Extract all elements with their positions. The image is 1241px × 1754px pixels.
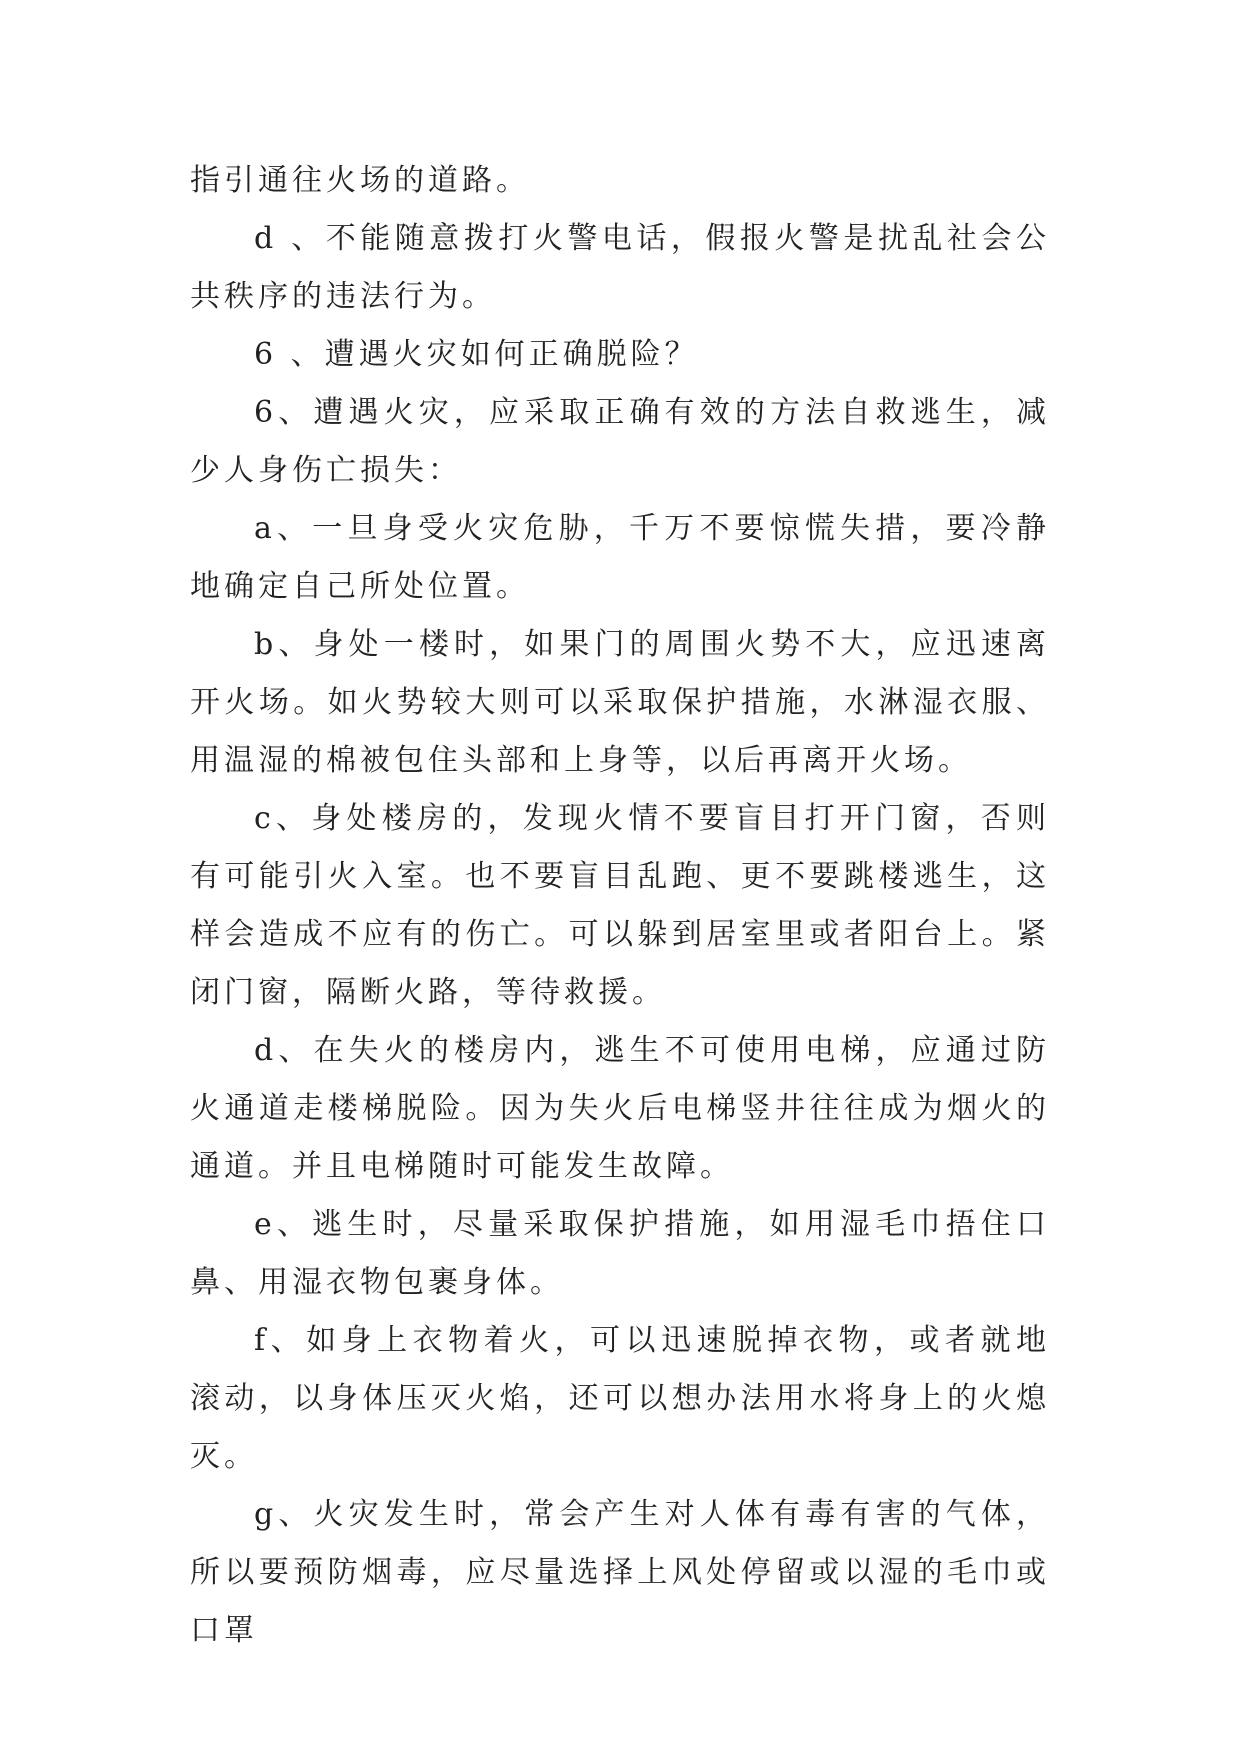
paragraph-8: d、在失火的楼房内，逃生不可使用电梯，应通过防火通道走楼梯脱险。因为失火后电梯竖井往往成为烟火的通道。并且电梯随时可能发生故障。 [190, 1033, 1050, 1184]
paragraph-1: 指引通往火场的道路。 [190, 163, 530, 198]
paragraph-11: g、火灾发生时，常会产生对人体有毒有害的气体，所以要预防烟毒，应尽量选择上风处停留或以湿的毛巾或口罩 [190, 1497, 1050, 1648]
paragraph-7: c、身处楼房的，发现火情不要盲目打开门窗，否则有可能引火入室。也不要盲目乱跑、更不要跳楼逃生，这样会造成不应有的伤亡。可以躲到居室里或者阳台上。紧闭门窗，隔断火路，等待救援。 [190, 801, 1050, 1010]
paragraph-4: 6、遭遇火灾，应采取正确有效的方法自救逃生，减少人身伤亡损失： [190, 395, 1050, 488]
paragraph-10: f、如身上衣物着火，可以迅速脱掉衣物，或者就地滚动，以身体压灭火焰，还可以想办法用水将身上的火熄灭。 [190, 1323, 1050, 1474]
paragraph-9: e、逃生时，尽量采取保护措施，如用湿毛巾捂住口鼻、用湿衣物包裹身体。 [190, 1207, 1050, 1300]
paragraph-2: d 、不能随意拨打火警电话，假报火警是扰乱社会公共秩序的违法行为。 [190, 221, 1050, 314]
paragraph-6: b、身处一楼时，如果门的周围火势不大，应迅速离开火场。如火势较大则可以采取保护措施，水淋湿衣服、用温湿的棉被包住头部和上身等，以后再离开火场。 [190, 627, 1050, 778]
body-text [190, 152, 1050, 1660]
paragraph-5: a、一旦身受火灾危胁，千万不要惊慌失措，要冷静地确定自己所处位置。 [190, 511, 1050, 604]
paragraph-3: 6 、遭遇火灾如何正确脱险？ [254, 337, 699, 372]
